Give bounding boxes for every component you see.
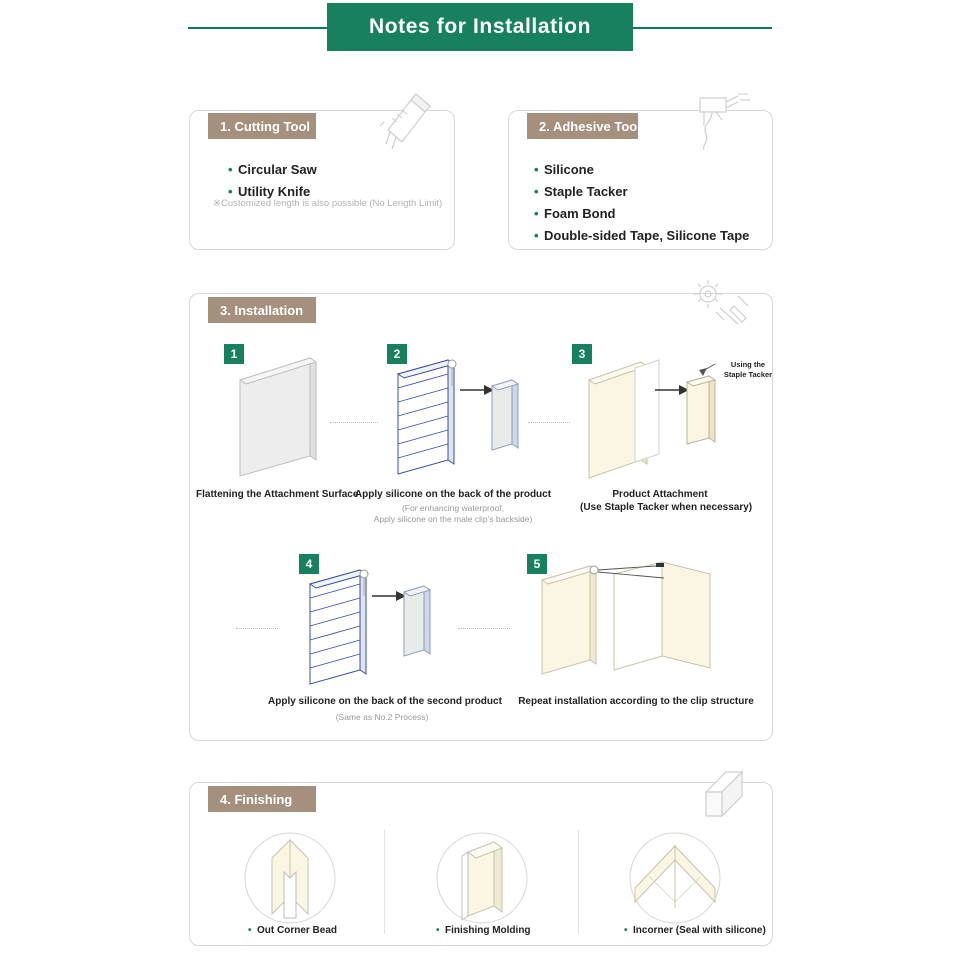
step3-annotation-line2: Staple Tacker <box>723 370 773 379</box>
step2-caption: Apply silicone on the back of the product <box>354 489 552 500</box>
step3-caption: Product Attachment <box>612 489 708 500</box>
finishing-label-0: • Out Corner Bead <box>248 925 337 936</box>
list-item: • Staple Tacker <box>532 183 749 201</box>
saw-icon <box>378 92 448 154</box>
step3-annotation-line1: Using the <box>730 360 766 369</box>
connector-dots-3 <box>236 628 278 630</box>
step2-subcaption-1: (For enhancing waterproof, <box>401 503 505 513</box>
step2-subcaption-2: Apply silicone on the male clip’s backside) <box>373 514 533 524</box>
list-item: • Utility Knife <box>226 183 317 201</box>
panel-tab-cutting-tool: 1. Cutting Tool <box>208 113 316 139</box>
connector-dots-4 <box>458 628 510 630</box>
list-item: • Foam Bond <box>532 205 749 223</box>
list-item: • Circular Saw <box>226 161 317 179</box>
connector-dots-2 <box>528 422 570 424</box>
finishing-label-2: • Incorner (Seal with silicone) <box>624 925 766 936</box>
connector-dots-1 <box>330 422 378 424</box>
list-item: • Double-sided Tape, Silicone Tape <box>532 227 749 245</box>
step5-caption: Repeat installation according to the clip structure <box>518 696 754 707</box>
finishing-divider-1 <box>384 830 385 934</box>
corner-bead-icon <box>700 762 760 818</box>
caulking-gun-icon <box>692 92 756 154</box>
step4-caption: Apply silicone on the back of the second product <box>268 696 502 707</box>
cutting-tool-note: ※Customized length is also possible (No Length Limit) <box>213 198 443 209</box>
step3-caption-2: (Use Staple Tacker when necessary) <box>580 502 753 513</box>
step-badge-1: 1 <box>224 344 244 364</box>
page-header <box>0 0 960 58</box>
step1-caption: Flattening the Attachment Surface <box>196 489 359 500</box>
finishing-divider-2 <box>578 830 579 934</box>
list-item: • Silicone <box>532 161 749 179</box>
incorner-illustration <box>629 832 721 924</box>
gear-tool-icon <box>690 278 754 328</box>
finishing-label-1: • Finishing Molding <box>436 925 531 936</box>
panel-tab-installation: 3. Installation <box>208 297 316 323</box>
step-badge-3: 3 <box>572 344 592 364</box>
header-rule-left <box>188 27 338 29</box>
step1-panel-illustration <box>228 352 338 482</box>
adhesive-tool-list <box>532 161 749 249</box>
panel-tab-adhesive-tool: 2. Adhesive Tool <box>527 113 638 139</box>
header-rule-right <box>622 27 772 29</box>
step5-panel-illustration <box>530 560 720 690</box>
step-badge-4: 4 <box>299 554 319 574</box>
finishing-molding-illustration <box>436 832 528 924</box>
step2-panel-illustration <box>388 352 528 482</box>
step-badge-5: 5 <box>527 554 547 574</box>
step4-subcaption-1: (Same as No.2 Process) <box>335 712 429 722</box>
panel-tab-finishing: 4. Finishing <box>208 786 316 812</box>
step-badge-2: 2 <box>387 344 407 364</box>
out-corner-bead-illustration <box>244 832 336 924</box>
step3-panel-illustration <box>575 350 735 490</box>
step4-panel-illustration <box>300 562 450 692</box>
page-title: Notes for Installation <box>327 3 633 51</box>
